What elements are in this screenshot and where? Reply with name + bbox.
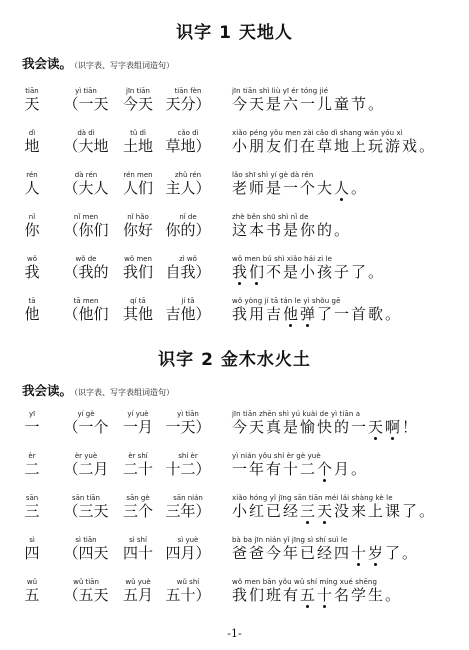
sentence-hanzi: 小红已经三天没来上课了。 — [232, 502, 437, 520]
character-pinyin: yī — [28, 410, 36, 418]
vocab-row — [0, 87, 469, 119]
emphasis-dot — [323, 605, 326, 608]
word-pinyin: dà dì — [77, 129, 95, 137]
section-2-instruction — [22, 381, 174, 399]
emphasis-dot — [306, 605, 309, 608]
sentence-pinyin: wǒ yòng jí tā tán le yì shǒu gē — [232, 297, 341, 305]
section-1-title: 识字 1 天地人 — [176, 23, 293, 43]
word-item — [113, 410, 163, 436]
word-hanzi: 你的） — [165, 221, 211, 239]
example-sentence — [232, 410, 419, 436]
word-hanzi: 今天 — [122, 95, 153, 113]
sentence-pinyin: jīn tiān zhēn shì yú kuài de yì tiān a — [232, 410, 361, 418]
word-pinyin: jí tā — [181, 297, 195, 305]
target-character — [17, 536, 47, 562]
word-hanzi: （他们 — [63, 305, 109, 323]
sentence-hanzi: 今天真是愉快的一天啊！ — [232, 418, 420, 436]
word-pinyin: qí tā — [130, 297, 146, 305]
emphasis-dot — [238, 282, 241, 285]
example-sentence — [232, 578, 402, 604]
sentence-pinyin: wǒ men bān yǒu wǔ shí míng xué shēng — [232, 578, 377, 586]
word-hanzi: 四十 — [122, 544, 153, 562]
word-pinyin: zhǔ rén — [174, 171, 202, 179]
word-item — [163, 410, 213, 436]
vocab-row — [0, 494, 469, 526]
emphasis-dot — [306, 324, 309, 327]
character-hanzi: 天 — [24, 95, 40, 113]
word-pinyin: dà rén — [74, 171, 98, 179]
word-hanzi: 五十） — [165, 586, 211, 604]
emphasis-dot — [374, 437, 377, 440]
word-item — [60, 129, 112, 155]
character-pinyin: nǐ — [28, 213, 36, 221]
emphasis-dot — [323, 521, 326, 524]
word-item — [60, 578, 112, 604]
word-item — [113, 171, 163, 197]
sentence-hanzi: 我们不是小孩子了。 — [232, 263, 386, 281]
emphasis-dot — [255, 282, 258, 285]
word-hanzi: （我的 — [63, 263, 109, 281]
word-pinyin: sān tiān — [71, 494, 100, 502]
word-pinyin: wǔ shí — [176, 578, 200, 586]
word-item — [113, 213, 163, 239]
emphasis-dot — [374, 563, 377, 566]
word-hanzi: （一天 — [63, 95, 109, 113]
word-hanzi: 吉他） — [165, 305, 211, 323]
character-hanzi: 四 — [24, 544, 40, 562]
character-pinyin: tā — [28, 297, 36, 305]
word-pinyin: èr yuè — [74, 452, 98, 460]
word-item — [60, 297, 112, 323]
emphasis-dot — [391, 437, 394, 440]
word-item — [163, 297, 213, 323]
word-hanzi: 自我） — [165, 263, 211, 281]
word-pinyin: sì tiān — [75, 536, 97, 544]
character-pinyin: èr — [28, 452, 36, 460]
word-item — [163, 129, 213, 155]
section-1-instruction — [22, 54, 174, 72]
vocab-row — [0, 297, 469, 329]
word-pinyin: rén men — [123, 171, 153, 179]
emphasis-dots — [232, 437, 462, 443]
word-pinyin: sì yuè — [177, 536, 199, 544]
word-hanzi: 二十 — [122, 460, 153, 478]
sentence-hanzi: 这本书是你的。 — [232, 221, 352, 239]
word-item — [163, 452, 213, 478]
sentence-pinyin: yì nián yǒu shí èr gè yuè — [232, 452, 321, 460]
word-hanzi: （你们 — [63, 221, 109, 239]
vocab-row — [0, 536, 469, 568]
word-item — [113, 87, 163, 113]
target-character — [17, 578, 47, 604]
emphasis-dots — [232, 479, 462, 485]
emphasis-dots — [232, 324, 462, 330]
sentence-pinyin: bà ba jīn nián yǐ jīng sì shí suì le — [232, 536, 348, 544]
sentence-pinyin: lǎo shī shì yí gè dà rén — [232, 171, 314, 179]
sentence-pinyin: xiǎo péng yǒu men zài cǎo dì shang wán yóu xì — [232, 129, 403, 137]
word-pinyin: nǐ hǎo — [127, 213, 149, 221]
word-pinyin: sì shí — [129, 536, 147, 544]
target-character — [17, 129, 47, 155]
word-pinyin: wǒ de — [75, 255, 97, 263]
word-hanzi: 五月 — [122, 586, 153, 604]
instruction-label: 我会读。 — [22, 383, 73, 398]
word-item — [113, 578, 163, 604]
word-item — [163, 213, 213, 239]
example-sentence — [232, 213, 351, 239]
word-item — [113, 297, 163, 323]
example-sentence — [232, 494, 436, 520]
word-hanzi: （五天 — [63, 586, 109, 604]
word-hanzi: （四天 — [63, 544, 109, 562]
instruction-note: （识字表、写字表组词造句） — [74, 388, 175, 397]
character-hanzi: 五 — [24, 586, 40, 604]
character-pinyin: rén — [26, 171, 38, 179]
vocab-row — [0, 452, 469, 484]
word-hanzi: （二月 — [63, 460, 109, 478]
word-hanzi: 四月） — [165, 544, 211, 562]
example-sentence — [232, 297, 402, 323]
word-item — [163, 255, 213, 281]
word-item — [60, 410, 112, 436]
word-item — [60, 452, 112, 478]
word-hanzi: 主人） — [165, 179, 211, 197]
emphasis-dots — [232, 282, 462, 288]
character-pinyin: wǔ — [26, 578, 38, 586]
emphasis-dot — [306, 521, 309, 524]
word-item — [113, 255, 163, 281]
word-hanzi: （三天 — [63, 502, 109, 520]
word-hanzi: 天分） — [165, 95, 211, 113]
word-pinyin: sān gè — [126, 494, 150, 502]
word-pinyin: èr shí — [128, 452, 148, 460]
character-pinyin: tiān — [25, 87, 39, 95]
vocab-row — [0, 410, 469, 442]
character-hanzi: 二 — [24, 460, 40, 478]
sentence-hanzi: 爸爸今年已经四十岁了。 — [232, 544, 420, 562]
word-pinyin: tǔ dì — [130, 129, 146, 137]
sentence-pinyin: wǒ men bú shì xiǎo hái zi le — [232, 255, 333, 263]
word-hanzi: 十二） — [165, 460, 211, 478]
character-hanzi: 你 — [24, 221, 40, 239]
word-pinyin: nǐ de — [179, 213, 197, 221]
word-item — [60, 87, 112, 113]
word-pinyin: wǒ men — [124, 255, 152, 263]
word-pinyin: tā men — [73, 297, 99, 305]
character-hanzi: 地 — [24, 137, 40, 155]
vocab-row — [0, 578, 469, 610]
emphasis-dot — [357, 563, 360, 566]
word-item — [60, 255, 112, 281]
word-item — [163, 171, 213, 197]
instruction-note: （识字表、写字表组词造句） — [74, 61, 175, 70]
word-item — [60, 171, 112, 197]
character-hanzi: 一 — [24, 418, 40, 436]
vocab-row — [0, 171, 469, 203]
emphasis-dots — [232, 605, 462, 611]
sentence-hanzi: 我们班有五十名学生。 — [232, 586, 403, 604]
word-hanzi: 我们 — [122, 263, 153, 281]
character-pinyin: sì — [29, 536, 35, 544]
emphasis-dots — [232, 521, 462, 527]
emphasis-dot — [289, 324, 292, 327]
example-sentence — [232, 452, 368, 478]
word-item — [113, 536, 163, 562]
word-hanzi: 一月 — [122, 418, 153, 436]
emphasis-dot — [340, 198, 343, 201]
word-item — [60, 213, 112, 239]
target-character — [17, 297, 47, 323]
emphasis-dot — [323, 479, 326, 482]
character-hanzi: 他 — [24, 305, 40, 323]
word-hanzi: 草地） — [165, 137, 211, 155]
target-character — [17, 410, 47, 436]
word-pinyin: wǔ tiān — [73, 578, 99, 586]
target-character — [17, 213, 47, 239]
word-item — [163, 578, 213, 604]
character-hanzi: 三 — [24, 502, 40, 520]
page-number: -1- — [227, 627, 242, 640]
word-hanzi: 人们 — [122, 179, 153, 197]
word-pinyin: yí yuè — [127, 410, 149, 418]
word-pinyin: zì wǒ — [179, 255, 197, 263]
vocab-row — [0, 213, 469, 245]
example-sentence — [232, 255, 385, 281]
word-item — [163, 87, 213, 113]
word-hanzi: （大地 — [63, 137, 109, 155]
emphasis-dots — [232, 198, 462, 204]
word-pinyin: shí èr — [178, 452, 198, 460]
word-item — [113, 452, 163, 478]
sentence-pinyin: jīn tiān shì liù yī ér tóng jié — [232, 87, 329, 95]
word-pinyin: wǔ yuè — [125, 578, 151, 586]
word-item — [60, 536, 112, 562]
example-sentence — [232, 129, 436, 155]
target-character — [17, 452, 47, 478]
word-item — [113, 129, 163, 155]
word-item — [163, 494, 213, 520]
sentence-hanzi: 我用吉他弹了一首歌。 — [232, 305, 403, 323]
word-item — [163, 536, 213, 562]
target-character — [17, 255, 47, 281]
target-character — [17, 171, 47, 197]
emphasis-dots — [232, 563, 462, 569]
sentence-hanzi: 小朋友们在草地上玩游戏。 — [232, 137, 437, 155]
sentence-hanzi: 一年有十二个月。 — [232, 460, 369, 478]
example-sentence — [232, 171, 368, 197]
instruction-label: 我会读。 — [22, 56, 73, 71]
word-hanzi: 一天） — [165, 418, 211, 436]
sentence-pinyin: zhè běn shū shì nǐ de — [232, 213, 309, 221]
character-pinyin: sān — [25, 494, 39, 502]
vocab-row — [0, 255, 469, 287]
vocab-row — [0, 129, 469, 161]
word-hanzi: （大人 — [63, 179, 109, 197]
word-hanzi: 你好 — [122, 221, 153, 239]
word-pinyin: cǎo dì — [177, 129, 199, 137]
target-character — [17, 87, 47, 113]
word-pinyin: tiān fèn — [174, 87, 202, 95]
word-item — [60, 494, 112, 520]
word-hanzi: 三年） — [165, 502, 211, 520]
word-pinyin: yí gè — [77, 410, 95, 418]
word-hanzi: 土地 — [122, 137, 153, 155]
word-item — [113, 494, 163, 520]
word-pinyin: yì tiān — [177, 410, 199, 418]
target-character — [17, 494, 47, 520]
word-pinyin: sān nián — [173, 494, 203, 502]
character-pinyin: wǒ — [26, 255, 37, 263]
word-hanzi: （一个 — [63, 418, 109, 436]
word-pinyin: jīn tiān — [126, 87, 150, 95]
character-pinyin: dì — [28, 129, 36, 137]
section-2-title: 识字 2 金木水火土 — [158, 350, 311, 370]
sentence-hanzi: 老师是一个大人。 — [232, 179, 369, 197]
character-hanzi: 人 — [24, 179, 40, 197]
character-hanzi: 我 — [24, 263, 40, 281]
example-sentence — [232, 536, 419, 562]
word-hanzi: 三个 — [122, 502, 153, 520]
example-sentence — [232, 87, 385, 113]
word-hanzi: 其他 — [122, 305, 153, 323]
word-pinyin: yì tiān — [75, 87, 97, 95]
sentence-pinyin: xiǎo hóng yǐ jīng sān tiān méi lái shàng kè le — [232, 494, 393, 502]
word-pinyin: nǐ men — [73, 213, 99, 221]
sentence-hanzi: 今天是六一儿童节。 — [232, 95, 386, 113]
